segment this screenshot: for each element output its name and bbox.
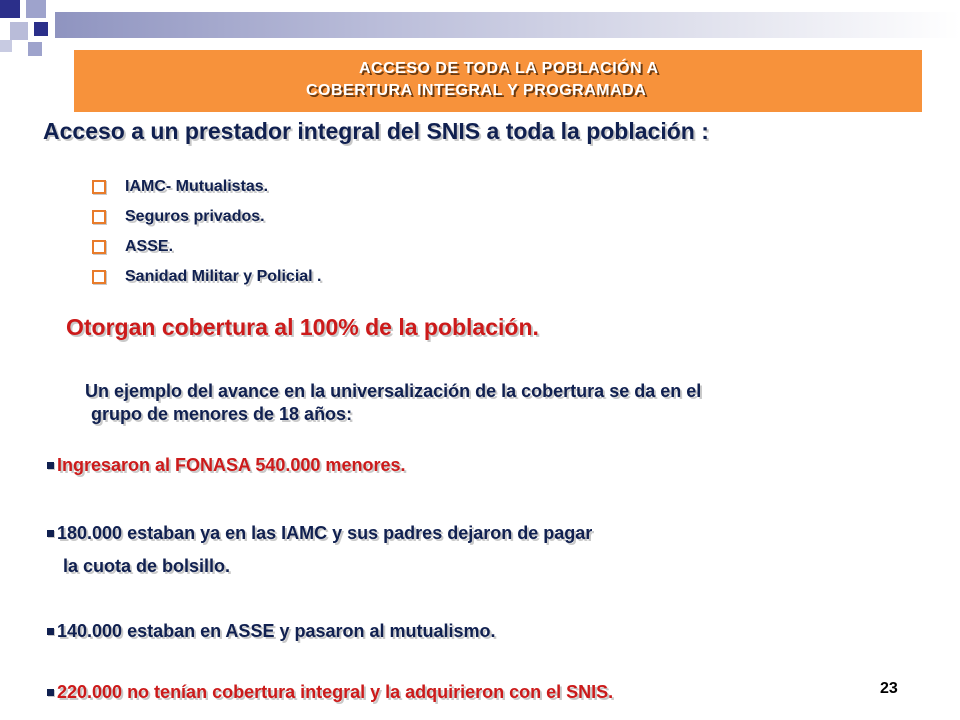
bullet-text: 180.000 estaban ya en las IAMC y sus padres dejaron de pagar bbox=[57, 523, 593, 543]
hollow-square-bullet-icon bbox=[92, 240, 106, 254]
bullet-item-iamc bbox=[47, 523, 592, 544]
provider-item bbox=[92, 232, 322, 262]
provider-list bbox=[92, 172, 322, 292]
example-paragraph-line1: Un ejemplo del avance en la universalización de la cobertura se da en el bbox=[85, 381, 702, 401]
banner-title-line1: ACCESO DE TODA LA POBLACIÓN A bbox=[359, 60, 659, 77]
bullet-continuation: la cuota de bolsillo. bbox=[63, 556, 231, 576]
provider-label: Sanidad Militar y Policial . bbox=[125, 268, 322, 285]
hollow-square-bullet-icon bbox=[92, 210, 106, 224]
filled-square-bullet-icon bbox=[47, 462, 54, 469]
bullet-item-fonasa bbox=[47, 455, 405, 476]
provider-item bbox=[92, 172, 322, 202]
filled-square-bullet-icon bbox=[47, 689, 54, 696]
bullet-item-asse bbox=[47, 621, 496, 642]
provider-label: ASSE. bbox=[125, 238, 174, 255]
page-number: 23 bbox=[880, 680, 898, 697]
title-banner bbox=[74, 50, 922, 112]
provider-label: IAMC- Mutualistas. bbox=[125, 178, 269, 195]
banner-title-line2: COBERTURA INTEGRAL Y PROGRAMADA bbox=[306, 82, 647, 99]
slide-heading: Acceso a un prestador integral del SNIS a toda la población : bbox=[43, 118, 709, 144]
hollow-square-bullet-icon bbox=[92, 180, 106, 194]
provider-item bbox=[92, 262, 322, 292]
example-paragraph-line2: grupo de menores de 18 años: bbox=[91, 404, 353, 424]
provider-label: Seguros privados. bbox=[125, 208, 265, 225]
filled-square-bullet-icon bbox=[47, 628, 54, 635]
hollow-square-bullet-icon bbox=[92, 270, 106, 284]
bullet-text: 220.000 no tenían cobertura integral y la adquirieron con el SNIS. bbox=[57, 682, 614, 702]
coverage-statement: Otorgan cobertura al 100% de la población. bbox=[66, 314, 539, 340]
bullet-text: Ingresaron al FONASA 540.000 menores. bbox=[57, 455, 406, 475]
example-paragraph bbox=[85, 380, 885, 426]
provider-item bbox=[92, 202, 322, 232]
filled-square-bullet-icon bbox=[47, 530, 54, 537]
bullet-text: 140.000 estaban en ASSE y pasaron al mutualismo. bbox=[57, 621, 496, 641]
bullet-item-snis bbox=[47, 682, 613, 703]
top-gradient-bar bbox=[55, 12, 960, 38]
